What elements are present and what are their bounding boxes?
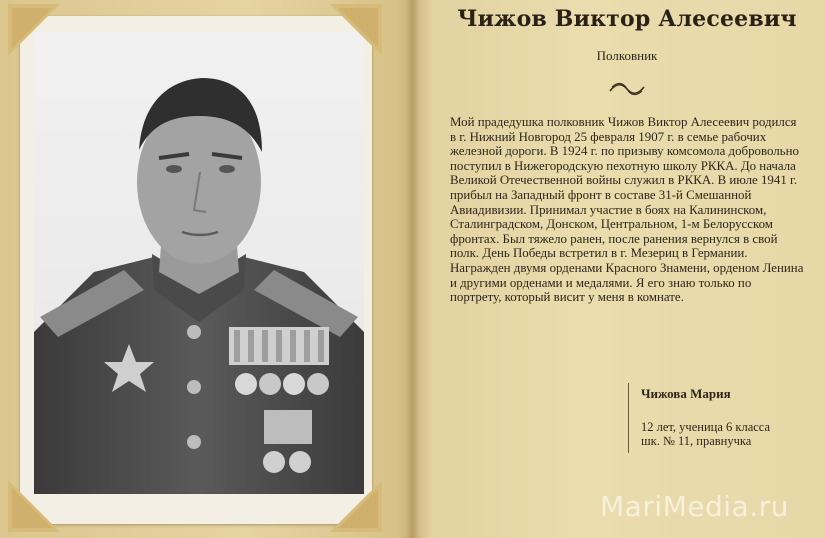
biography-text: Мой прадедушка полковник Чижов Виктор Алесеевич родился в г. Нижний Новгород 25 февраля 1907 г. в семье рабочих железной дороги. В 1924 г. по призыву комсомола добровольно поступил в Нижегородскую пехотную школу РККА. До начала Великой Отечественной войны служил в РККА. В июле 1941 г. прибыл на Западный фронт в составе 31-й Смешанной Авиадивизии. Принимал участие в боях на Калининском, Сталинградском, Донском, Центральном, 1-м Белорусском фронтах. Был тяжело ранен, после ранения вернулся в свой полк. День Победы встретил в г. Мезериц в Германии. Награжден двумя орденами Красного Знамени, орденом Ленина и другими орденами и медалями. Я его знаю только по портрету, который висит у меня в комнате. — [450, 115, 804, 305]
author-age-grade: 12 лет, ученица 6 класса — [641, 420, 771, 434]
author-school: шк. № 11, правнучка — [641, 434, 752, 448]
author-name: Чижова Мария — [641, 386, 731, 401]
watermark-logo: MariMedia.ru — [600, 490, 789, 523]
photo-corner-top-left — [8, 4, 60, 56]
portrait-photo — [34, 32, 364, 494]
book-spine — [406, 0, 420, 538]
photo-corner-bottom-right — [330, 480, 382, 532]
photo-corner-bottom-left — [8, 480, 60, 532]
photo-corner-top-right — [330, 4, 382, 56]
person-rank: Полковник — [596, 48, 658, 63]
person-name: Чижов Виктор Алесеевич — [457, 6, 797, 32]
flourish-ornament-icon — [608, 80, 646, 98]
author-block — [628, 383, 825, 453]
